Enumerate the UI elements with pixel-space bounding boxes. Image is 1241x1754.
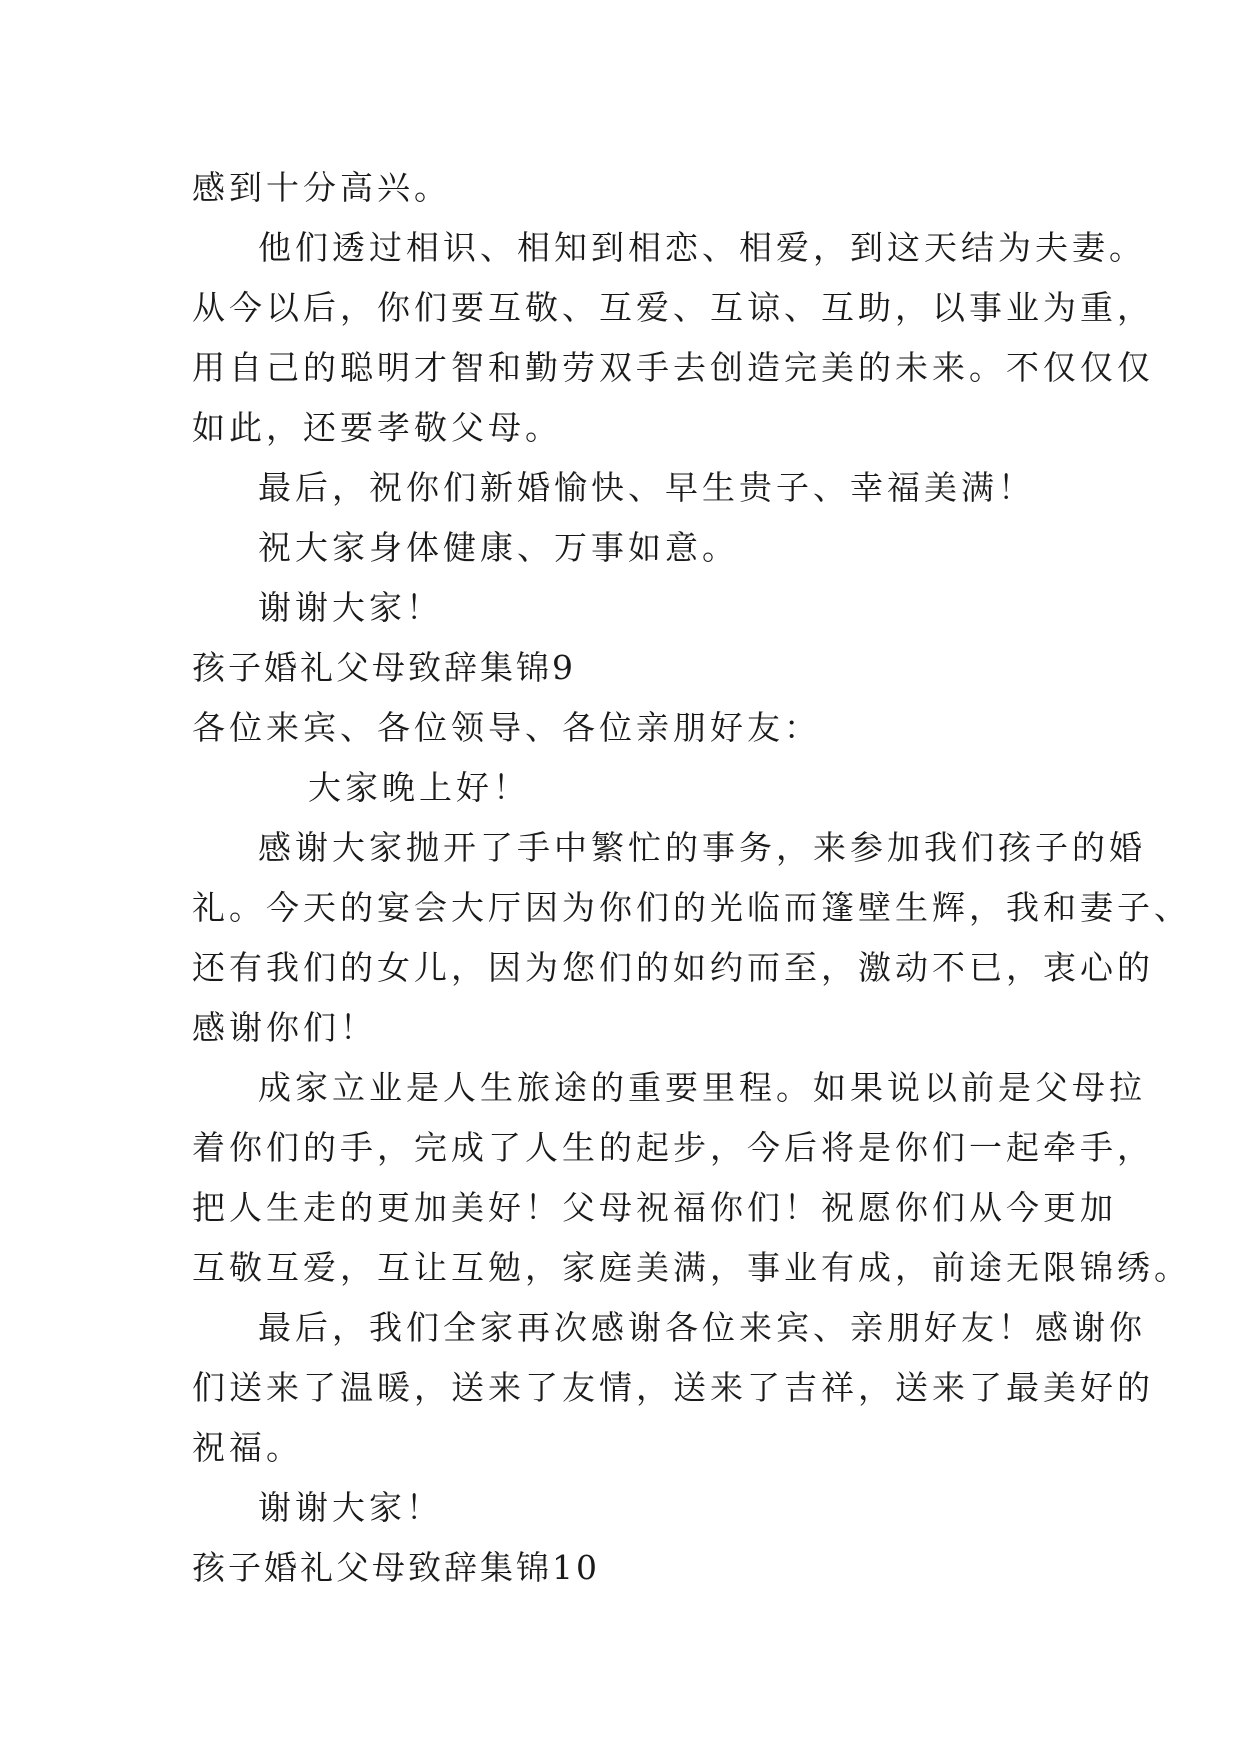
text-line-5: 如此，还要孝敬父母。 <box>192 408 562 447</box>
text-line-22: 祝福。 <box>192 1428 303 1467</box>
text-line-16: 成家立业是人生旅途的重要里程。如果说以前是父母拉 <box>258 1068 1146 1107</box>
text-line-15: 感谢你们！ <box>192 1008 377 1047</box>
section-heading-9: 孩子婚礼父母致辞集锦9 <box>192 648 576 687</box>
text-line-20: 最后，我们全家再次感谢各位来宾、亲朋好友！感谢你 <box>258 1308 1146 1347</box>
text-line-12: 感谢大家抛开了手中繁忙的事务，来参加我们孩子的婚 <box>258 828 1146 867</box>
text-line-21: 们送来了温暖，送来了友情，送来了吉祥，送来了最美好的 <box>192 1368 1154 1407</box>
text-line-3: 从今以后，你们要互敬、互爱、互谅、互助，以事业为重， <box>192 288 1154 327</box>
text-line-18: 把人生走的更加美好！父母祝福你们！祝愿你们从今更加 <box>192 1188 1117 1227</box>
text-line-6: 最后，祝你们新婚愉快、早生贵子、幸福美满！ <box>258 468 1035 507</box>
text-line-14: 还有我们的女儿，因为您们的如约而至，激动不已，衷心的 <box>192 948 1154 987</box>
text-line-19: 互敬互爱，互让互勉，家庭美满，事业有成，前途无限锦绣。 <box>192 1248 1191 1287</box>
text-line-13: 礼。今天的宴会大厅因为你们的光临而篷壁生辉，我和妻子、 <box>192 888 1191 927</box>
text-line-8: 谢谢大家！ <box>258 588 443 627</box>
text-line-17: 着你们的手，完成了人生的起步，今后将是你们一起牵手， <box>192 1128 1154 1167</box>
text-line-1: 感到十分高兴。 <box>192 168 451 207</box>
salutation-line: 各位来宾、各位领导、各位亲朋好友： <box>192 708 821 747</box>
text-line-7: 祝大家身体健康、万事如意。 <box>258 528 739 567</box>
section-heading-10: 孩子婚礼父母致辞集锦10 <box>192 1548 600 1587</box>
greeting-line: 大家晚上好！ <box>308 768 530 807</box>
document-body <box>192 158 1191 1598</box>
text-line-4: 用自己的聪明才智和勤劳双手去创造完美的未来。不仅仅仅 <box>192 348 1154 387</box>
text-line-23: 谢谢大家！ <box>258 1488 443 1527</box>
text-line-2: 他们透过相识、相知到相恋、相爱，到这天结为夫妻。 <box>258 228 1146 267</box>
